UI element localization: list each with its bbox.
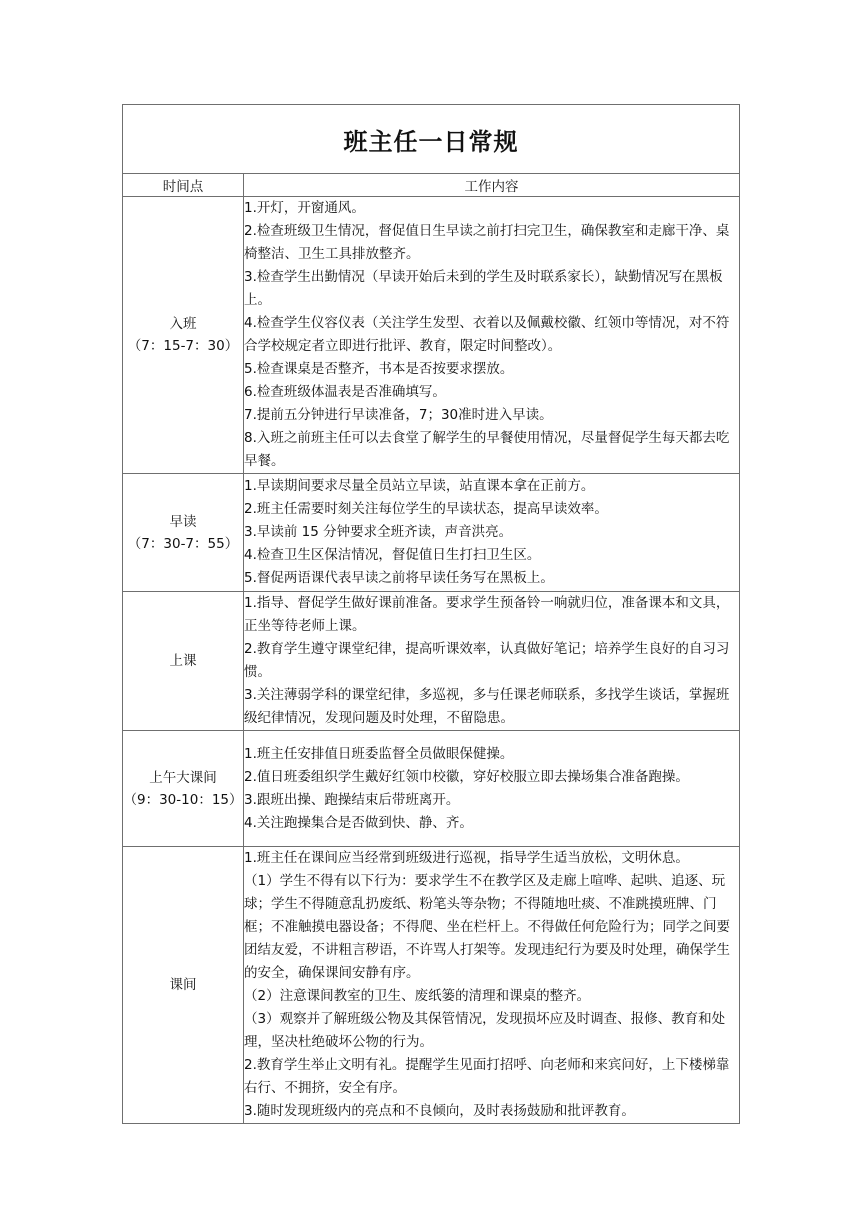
list-item: 2.教育学生举止文明有礼。提醒学生见面打招呼、向老师和来宾问好，上下楼梯靠右行、不拥挤，安全有序。 [244,1057,730,1096]
list-item: 2.教育学生遵守课堂纪律，提高听课效率，认真做好笔记；培养学生良好的自习习惯。 [244,641,730,680]
time-label: 上课 [169,653,197,669]
list-item: 3.检查学生出勤情况（早读开始后未到的学生及时联系家长），缺勤情况写在黑板上。 [244,269,723,308]
title-row [123,105,740,174]
list-item: 3.随时发现班级内的亮点和不良倾向，及时表扬鼓励和批评教育。 [244,1103,635,1119]
list-item: 1.开灯，开窗通风。 [244,200,365,216]
header-content: 工作内容 [244,174,740,197]
list-item: 8.入班之前班主任可以去食堂了解学生的早餐使用情况，尽量督促学生每天都去吃早餐。 [244,430,730,469]
time-cell [123,731,244,847]
list-item: （2）注意课间教室的卫生、废纸篓的清理和课桌的整齐。 [244,988,591,1004]
list-item: 1.指导、督促学生做好课前准备。要求学生预备铃一响就归位，准备课本和文具，正坐等待老师上课。 [244,595,730,634]
time-range: （9：30-10：15） [123,791,243,808]
list-item: 2.班主任需要时刻关注每位学生的早读状态，提高早读效率。 [244,501,608,517]
list-item: 7.提前五分钟进行早读准备，7；30准时进入早读。 [244,407,553,423]
daily-routine-table [122,104,740,1124]
content-cell [244,197,740,474]
time-range: （7：15-7：30） [127,338,239,354]
content-cell [244,592,740,731]
time-cell [123,197,244,474]
list-item: 1.班主任在课间应当经常到班级进行巡视，指导学生适当放松，文明休息。 [244,850,689,866]
header-row [123,174,740,197]
header-time: 时间点 [123,174,244,197]
time-cell [123,847,244,1124]
list-item: 4.检查学生仪容仪表（关注学生发型、衣着以及佩戴校徽、红领巾等情况，对不符合学校规定者立即进行批评、教育，限定时间整改）。 [244,315,730,354]
list-item: （1）学生不得有以下行为：要求学生不在教学区及走廊上喧哗、起哄、追逐、玩球；学生不得随意乱扔废纸、粉笔头等杂物；不得随地吐痰、不准跳摸班牌、门框；不准触摸电器设备；不得爬、坐在栏杆上。不得做任何危险行为；同学之间要团结友爱，不讲粗言秽语，不许骂人打架等。发现违纪行为要及时处理，确保学生的安全，确保课间安静有序。 [244,873,730,981]
table-row-class [123,592,740,731]
list-item: 1.班主任安排值日班委监督全员做眼保健操。 [244,745,514,762]
time-label: 入班 [169,316,197,332]
time-label: 早读 [169,513,197,530]
table-row-morning-break [123,731,740,847]
list-item: 1.早读期间要求尽量全员站立早读，站直课本拿在正前方。 [244,478,595,494]
list-item: 6.检查班级体温表是否准确填写。 [244,384,446,400]
list-item: 4.关注跑操集合是否做到快、静、齐。 [244,814,473,831]
time-label: 课间 [169,977,197,993]
time-cell [123,474,244,592]
content-cell [244,847,740,1124]
table-row-arrival [123,197,740,474]
list-item: 5.检查课桌是否整齐，书本是否按要求摆放。 [244,361,514,377]
content-cell [244,731,740,847]
list-item: 2.检查班级卫生情况，督促值日生早读之前打扫完卫生，确保教室和走廊干净、桌椅整洁、卫生工具排放整齐。 [244,223,730,262]
table-row-recess [123,847,740,1124]
content-cell [244,474,740,592]
list-item: 4.检查卫生区保洁情况，督促值日生打扫卫生区。 [244,547,541,563]
list-item: 2.值日班委组织学生戴好红领巾校徽，穿好校服立即去操场集合准备跑操。 [244,768,689,785]
list-item: 5.督促两语课代表早读之前将早读任务写在黑板上。 [244,570,554,586]
time-cell [123,592,244,731]
time-range: （7：30-7：55） [127,535,239,552]
list-item: （3）观察并了解班级公物及其保管情况，发现损坏应及时调查、报修、教育和处理，坚决杜绝破坏公物的行为。 [244,1011,726,1050]
document-title: 班主任一日常规 [123,105,740,174]
list-item: 3.关注薄弱学科的课堂纪律，多巡视，多与任课老师联系，多找学生谈话，掌握班级纪律情况，发现问题及时处理，不留隐患。 [244,687,730,726]
list-item: 3.跟班出操、跑操结束后带班离开。 [244,791,460,808]
table-row-morning-reading [123,474,740,592]
list-item: 3.早读前 15 分钟要求全班齐读，声音洪亮。 [244,524,513,540]
time-label: 上午大课间 [149,769,217,786]
